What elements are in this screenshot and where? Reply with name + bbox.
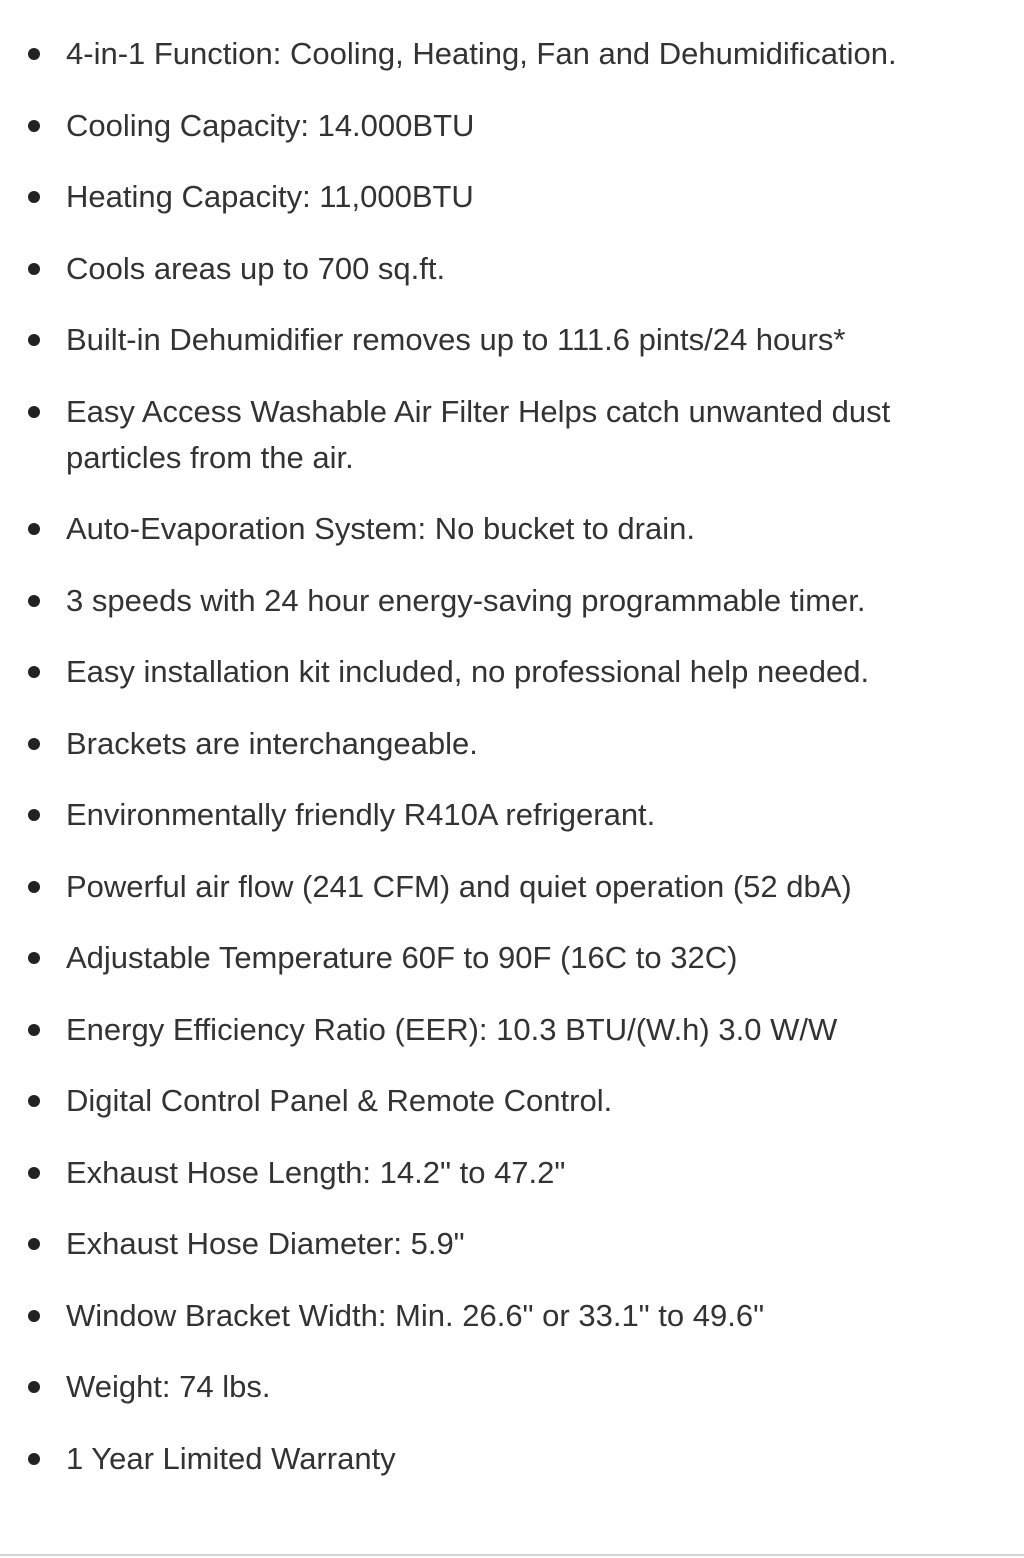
feature-text: Exhaust Hose Length: 14.2" to 47.2" [66,1154,566,1190]
bullet-icon [28,406,40,418]
feature-item [0,578,1024,624]
feature-item [0,721,1024,767]
bullet-icon [28,1024,40,1036]
feature-text: Brackets are interchangeable. [66,725,478,761]
bullet-icon [28,1095,40,1107]
feature-text: Adjustable Temperature 60F to 90F (16C to 32C) [66,940,738,975]
feature-text: 1 Year Limited Warranty [66,1440,396,1476]
feature-text: Heating Capacity: 11,000BTU [66,179,474,214]
feature-item [0,506,1024,552]
feature-item [0,1150,1024,1196]
bullet-icon [28,334,40,346]
feature-text: Easy Access Washable Air Filter Helps catch unwanted dust particles from the air. [66,393,891,475]
feature-text: Cools areas up to 700 sq.ft. [66,250,446,286]
bullet-icon [28,523,40,535]
feature-text: Cooling Capacity: 14.000BTU [66,107,475,143]
bullet-icon [28,1167,40,1179]
feature-item [0,317,1024,363]
feature-item [0,1007,1024,1053]
bullet-icon [28,1453,40,1465]
bullet-icon [28,1381,40,1393]
bullet-icon [28,120,40,132]
bullet-icon [28,1310,40,1322]
bullet-icon [28,595,40,607]
feature-text: Built-in Dehumidifier removes up to 111.6 pints/24 hours* [66,322,846,357]
feature-text: Window Bracket Width: Min. 26.6" or 33.1" to 49.6" [66,1297,765,1333]
feature-item [0,792,1024,838]
feature-item [0,31,1024,77]
bullet-icon [28,666,40,678]
feature-text: Digital Control Panel & Remote Control. [66,1083,613,1118]
feature-text: Weight: 74 lbs. [66,1369,271,1404]
bullet-icon [28,263,40,275]
feature-item [0,1221,1024,1267]
feature-item [0,1436,1024,1482]
feature-item [0,649,1024,695]
bullet-icon [28,952,40,964]
feature-item [0,935,1024,981]
feature-list [0,31,1024,1507]
bottom-divider [0,1554,1024,1556]
feature-text: 4-in-1 Function: Cooling, Heating, Fan and Dehumidification. [66,36,897,71]
bullet-icon [28,738,40,750]
feature-text: 3 speeds with 24 hour energy-saving programmable timer. [66,582,866,618]
feature-item [0,1364,1024,1410]
bullet-icon [28,191,40,203]
feature-item [0,864,1024,910]
bullet-icon [28,809,40,821]
bullet-icon [28,48,40,60]
feature-item [0,1078,1024,1124]
feature-text: Auto-Evaporation System: No bucket to drain. [66,511,695,546]
feature-text: Energy Efficiency Ratio (EER): 10.3 BTU/(W.h) 3.0 W/W [66,1011,838,1047]
feature-text: Environmentally friendly R410A refrigerant. [66,797,656,832]
feature-item [0,174,1024,220]
feature-item [0,103,1024,149]
feature-item [0,1293,1024,1339]
bullet-icon [28,881,40,893]
feature-item [0,246,1024,292]
feature-item [0,389,1024,481]
bullet-icon [28,1238,40,1250]
feature-text: Easy installation kit included, no professional help needed. [66,654,870,689]
feature-text: Exhaust Hose Diameter: 5.9" [66,1226,465,1261]
feature-text: Powerful air flow (241 CFM) and quiet operation (52 dbA) [66,868,852,904]
